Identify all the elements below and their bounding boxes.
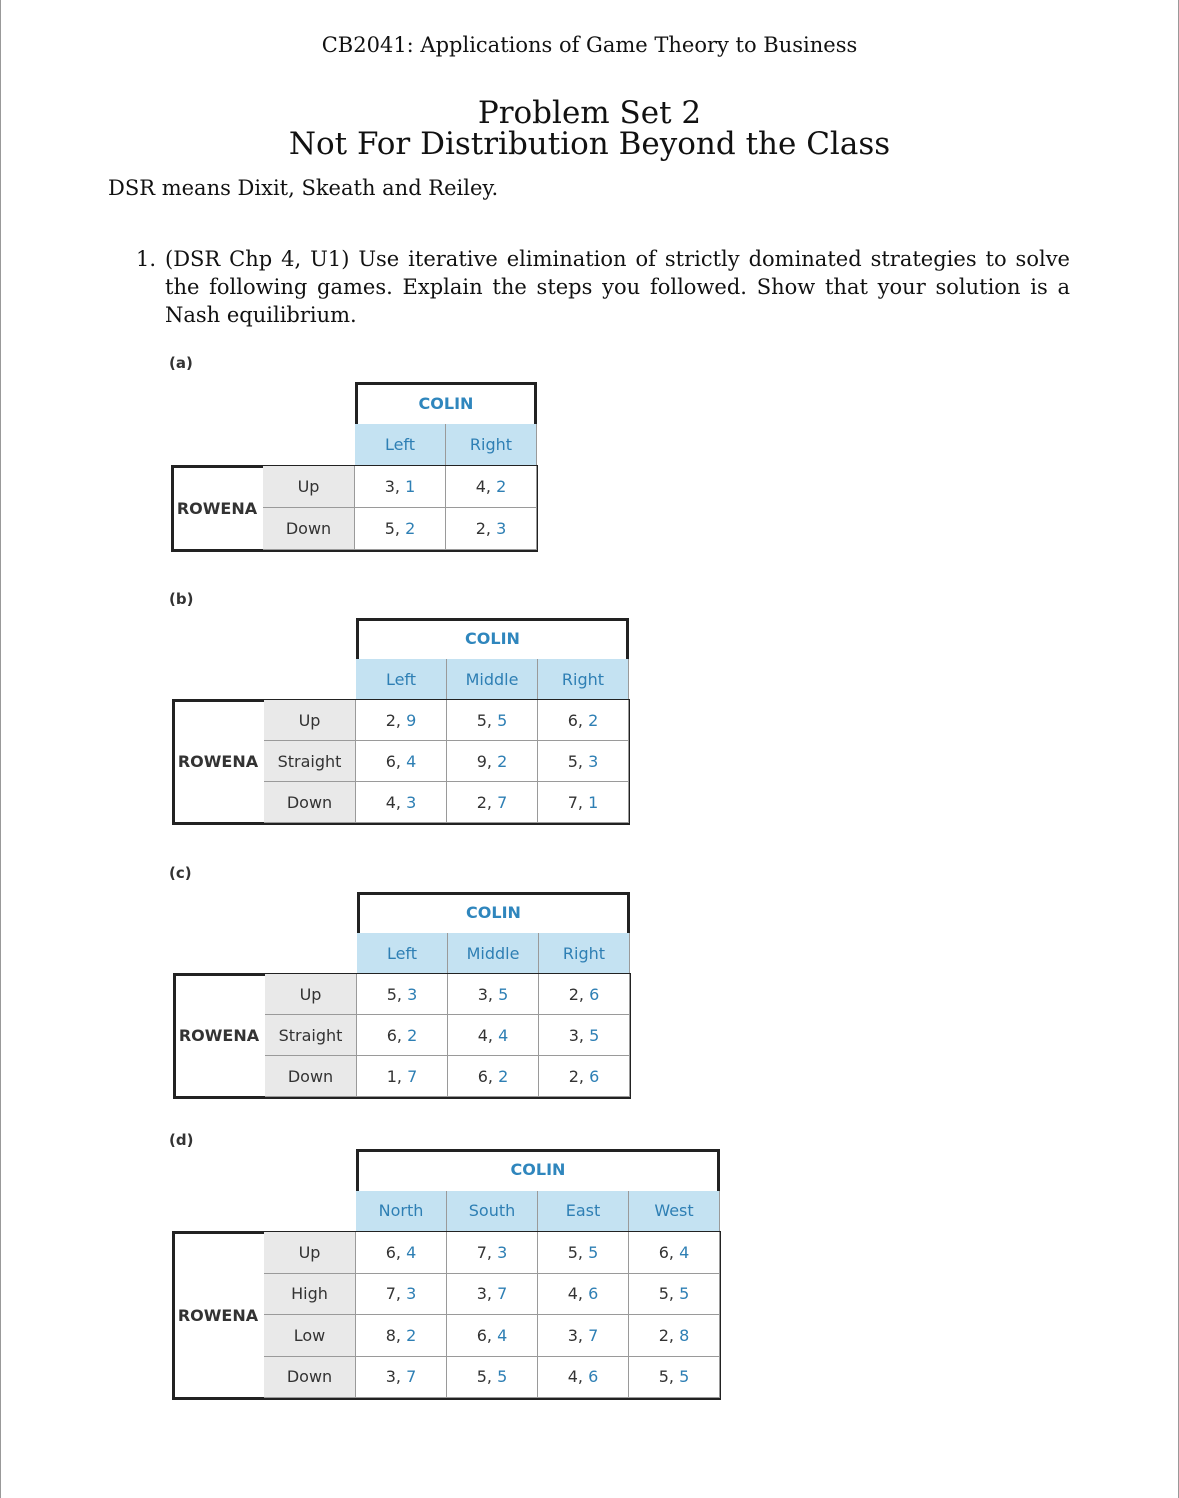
payoff-separator: , — [577, 1284, 589, 1304]
column-payoff: 4 — [406, 1242, 417, 1262]
column-payoff: 7 — [588, 1325, 599, 1345]
column-strategy-header: Middle — [447, 659, 538, 700]
payoff-separator: , — [487, 984, 499, 1004]
payoff-cell — [356, 1232, 447, 1274]
row-payoff: 9 — [476, 751, 487, 771]
column-payoff: 2 — [588, 710, 599, 730]
payoff-separator: , — [668, 1242, 680, 1262]
row-strategy-header: Down — [263, 508, 355, 550]
row-strategy-header: Down — [265, 1056, 357, 1097]
row-strategy-header: Low — [264, 1315, 356, 1357]
payoff-cell — [629, 1232, 720, 1274]
row-strategy-header: Up — [265, 974, 357, 1015]
row-strategy-header: Up — [264, 1232, 356, 1274]
payoff-separator: , — [395, 1367, 407, 1387]
payoff-cell — [539, 974, 630, 1015]
payoff-cell — [447, 1232, 538, 1274]
column-payoff: 4 — [497, 1325, 508, 1345]
row-payoff: 1 — [386, 1066, 397, 1086]
payoff-separator: , — [396, 1025, 408, 1045]
dsr-note: DSR means Dixit, Skeath and Reiley. — [108, 176, 499, 200]
column-player-label: COLIN — [465, 629, 520, 648]
column-payoff: 8 — [679, 1325, 690, 1345]
payoff-cell — [539, 1056, 630, 1097]
column-payoff: 2 — [405, 519, 416, 538]
payoff-cell — [446, 508, 537, 550]
column-payoff: 2 — [407, 1025, 418, 1045]
row-payoff: 7 — [567, 792, 578, 812]
payoff-separator: , — [577, 792, 589, 812]
payoff-cell — [357, 1056, 448, 1097]
payoff-separator: , — [396, 1066, 408, 1086]
column-payoff: 3 — [406, 1284, 417, 1304]
row-payoff: 2 — [476, 792, 487, 812]
row-payoff: 2 — [658, 1325, 669, 1345]
payoff-separator: , — [577, 1325, 589, 1345]
column-payoff: 3 — [588, 751, 599, 771]
payoff-cell — [448, 974, 539, 1015]
payoff-separator: , — [486, 1242, 498, 1262]
row-payoff: 5 — [384, 519, 395, 538]
payoff-cell — [356, 700, 447, 741]
row-strategy-header: Straight — [264, 741, 356, 782]
payoff-cell — [446, 466, 537, 508]
row-payoff: 2 — [568, 984, 579, 1004]
game-label: (d) — [169, 1131, 194, 1149]
column-payoff: 7 — [406, 1367, 417, 1387]
payoff-separator: , — [577, 1242, 589, 1262]
row-payoff: 7 — [385, 1284, 396, 1304]
payoff-separator: , — [668, 1367, 680, 1387]
game-label: (c) — [169, 864, 192, 882]
column-strategy-header: Right — [538, 659, 629, 700]
column-strategy-header: Right — [539, 933, 630, 974]
column-payoff: 5 — [588, 1242, 599, 1262]
row-payoff: 2 — [385, 710, 396, 730]
column-payoff: 2 — [497, 751, 508, 771]
payoff-cell — [356, 1274, 447, 1316]
column-strategy-header: Right — [446, 424, 537, 466]
column-payoff: 5 — [498, 984, 509, 1004]
payoff-cell — [356, 741, 447, 782]
payoff-separator: , — [394, 477, 406, 496]
payoff-separator: , — [577, 751, 589, 771]
row-payoff: 7 — [476, 1242, 487, 1262]
row-payoff: 6 — [386, 1025, 397, 1045]
payoff-cell — [447, 741, 538, 782]
column-player-label: COLIN — [510, 1160, 566, 1180]
column-payoff: 4 — [406, 751, 417, 771]
column-strategy-header: North — [356, 1191, 447, 1233]
row-player-label: ROWENA — [178, 1026, 260, 1045]
row-payoff: 4 — [385, 792, 396, 812]
payoff-separator: , — [487, 1025, 499, 1045]
payoff-cell — [538, 700, 629, 741]
payoff-cell — [447, 1315, 538, 1357]
question-text: (DSR Chp 4, U1) Use iterative elimination of strictly dominated strategies to solve the following games. Explain the steps you followed. Show that your solution is a Nash equilibrium. — [165, 247, 1070, 327]
row-strategy-header: Up — [264, 700, 356, 741]
payoff-cell — [357, 974, 448, 1015]
payoff-cell — [448, 1015, 539, 1056]
column-strategy-header: Left — [355, 424, 446, 466]
row-payoff: 3 — [567, 1325, 578, 1345]
row-payoff: 6 — [658, 1242, 669, 1262]
payoff-separator: , — [487, 1066, 499, 1086]
payoff-cell — [629, 1315, 720, 1357]
row-payoff: 5 — [658, 1367, 669, 1387]
column-payoff: 6 — [588, 1284, 599, 1304]
question-1 — [136, 245, 1070, 329]
row-payoff: 4 — [475, 477, 486, 496]
payoff-cell — [356, 1315, 447, 1357]
row-strategy-header: Down — [264, 782, 356, 823]
payoff-cell — [539, 1015, 630, 1056]
column-payoff: 4 — [498, 1025, 509, 1045]
column-player-label: COLIN — [466, 903, 521, 922]
row-payoff: 3 — [476, 1284, 487, 1304]
row-payoff: 6 — [385, 1242, 396, 1262]
column-payoff: 1 — [405, 477, 416, 496]
payoff-separator: , — [578, 1066, 590, 1086]
payoff-separator: , — [485, 477, 497, 496]
payoff-separator: , — [486, 792, 498, 812]
payoff-cell — [447, 1357, 538, 1399]
row-payoff: 4 — [567, 1284, 578, 1304]
payoff-cell — [538, 741, 629, 782]
row-payoff: 5 — [386, 984, 397, 1004]
column-payoff: 5 — [497, 1367, 508, 1387]
payoff-separator: , — [395, 1325, 407, 1345]
payoff-cell — [629, 1274, 720, 1316]
row-player-label: ROWENA — [177, 752, 259, 771]
payoff-separator: , — [485, 519, 497, 538]
row-player-label: ROWENA — [177, 1305, 259, 1325]
payoff-cell — [356, 1357, 447, 1399]
payoff-separator: , — [486, 710, 498, 730]
payoff-separator: , — [395, 751, 407, 771]
payoff-separator: , — [486, 751, 498, 771]
column-payoff: 3 — [407, 984, 418, 1004]
row-player-label: ROWENA — [176, 498, 258, 518]
row-payoff: 5 — [567, 1242, 578, 1262]
column-payoff: 7 — [407, 1066, 418, 1086]
row-payoff: 5 — [567, 751, 578, 771]
payoff-cell — [538, 1357, 629, 1399]
column-payoff: 6 — [588, 1367, 599, 1387]
column-payoff: 7 — [497, 1284, 508, 1304]
column-payoff: 2 — [406, 1325, 417, 1345]
payoff-cell — [357, 1015, 448, 1056]
column-strategy-header: South — [447, 1191, 538, 1233]
row-payoff: 6 — [477, 1066, 488, 1086]
payoff-cell — [447, 1274, 538, 1316]
payoff-separator: , — [486, 1325, 498, 1345]
payoff-cell — [538, 1315, 629, 1357]
problem-set-subtitle: Not For Distribution Beyond the Class — [288, 126, 891, 162]
row-strategy-header: Down — [264, 1357, 356, 1399]
payoff-cell — [355, 466, 446, 508]
column-payoff: 2 — [498, 1066, 509, 1086]
row-strategy-header: Up — [263, 466, 355, 508]
payoff-separator: , — [668, 1284, 680, 1304]
payoff-separator: , — [395, 710, 407, 730]
column-payoff: 5 — [589, 1025, 600, 1045]
payoff-separator: , — [668, 1325, 680, 1345]
payoff-separator: , — [577, 1367, 589, 1387]
payoff-separator: , — [395, 792, 407, 812]
column-strategy-header: Left — [356, 659, 447, 700]
row-payoff: 2 — [568, 1066, 579, 1086]
row-payoff: 5 — [476, 1367, 487, 1387]
payoff-separator: , — [396, 984, 408, 1004]
payoff-separator: , — [578, 1025, 590, 1045]
column-payoff: 7 — [497, 792, 508, 812]
row-payoff: 6 — [385, 751, 396, 771]
payoff-cell — [538, 782, 629, 823]
question-number: 1. — [136, 247, 157, 271]
column-strategy-header: East — [538, 1191, 629, 1233]
column-payoff: 5 — [497, 710, 508, 730]
row-payoff: 4 — [477, 1025, 488, 1045]
payoff-cell — [538, 1274, 629, 1316]
payoff-cell — [629, 1357, 720, 1399]
row-payoff: 3 — [385, 1367, 396, 1387]
payoff-cell — [447, 782, 538, 823]
payoff-separator: , — [394, 519, 406, 538]
payoff-cell — [356, 782, 447, 823]
payoff-cell — [448, 1056, 539, 1097]
payoff-cell — [447, 700, 538, 741]
column-payoff: 1 — [588, 792, 599, 812]
column-strategy-header: West — [629, 1191, 720, 1233]
payoff-separator: , — [577, 710, 589, 730]
payoff-separator: , — [486, 1367, 498, 1387]
column-player-label: COLIN — [418, 393, 474, 413]
column-payoff: 3 — [406, 792, 417, 812]
column-payoff: 2 — [496, 477, 507, 496]
row-payoff: 2 — [475, 519, 486, 538]
row-payoff: 8 — [385, 1325, 396, 1345]
column-strategy-header: Left — [357, 933, 448, 974]
column-payoff: 3 — [496, 519, 507, 538]
row-payoff: 6 — [567, 710, 578, 730]
problem-set-title: Problem Set 2 — [477, 95, 702, 131]
row-payoff: 6 — [476, 1325, 487, 1345]
column-payoff: 3 — [497, 1242, 508, 1262]
game-label: (b) — [169, 590, 194, 608]
column-payoff: 6 — [589, 984, 600, 1004]
page-border-left — [0, 0, 1, 1498]
column-payoff: 5 — [679, 1284, 690, 1304]
course-title: CB2041: Applications of Game Theory to Business — [321, 33, 858, 57]
payoff-cell — [355, 508, 446, 550]
row-strategy-header: High — [264, 1274, 356, 1316]
payoff-separator: , — [395, 1284, 407, 1304]
payoff-separator: , — [395, 1242, 407, 1262]
row-payoff: 3 — [568, 1025, 579, 1045]
column-payoff: 4 — [679, 1242, 690, 1262]
column-payoff: 6 — [589, 1066, 600, 1086]
payoff-separator: , — [486, 1284, 498, 1304]
row-payoff: 3 — [384, 477, 395, 496]
row-payoff: 5 — [658, 1284, 669, 1304]
payoff-cell — [538, 1232, 629, 1274]
column-payoff: 9 — [406, 710, 417, 730]
payoff-separator: , — [578, 984, 590, 1004]
game-label: (a) — [169, 354, 193, 372]
column-payoff: 5 — [679, 1367, 690, 1387]
row-strategy-header: Straight — [265, 1015, 357, 1056]
row-payoff: 4 — [567, 1367, 578, 1387]
row-payoff: 5 — [476, 710, 487, 730]
row-payoff: 3 — [477, 984, 488, 1004]
column-strategy-header: Middle — [448, 933, 539, 974]
